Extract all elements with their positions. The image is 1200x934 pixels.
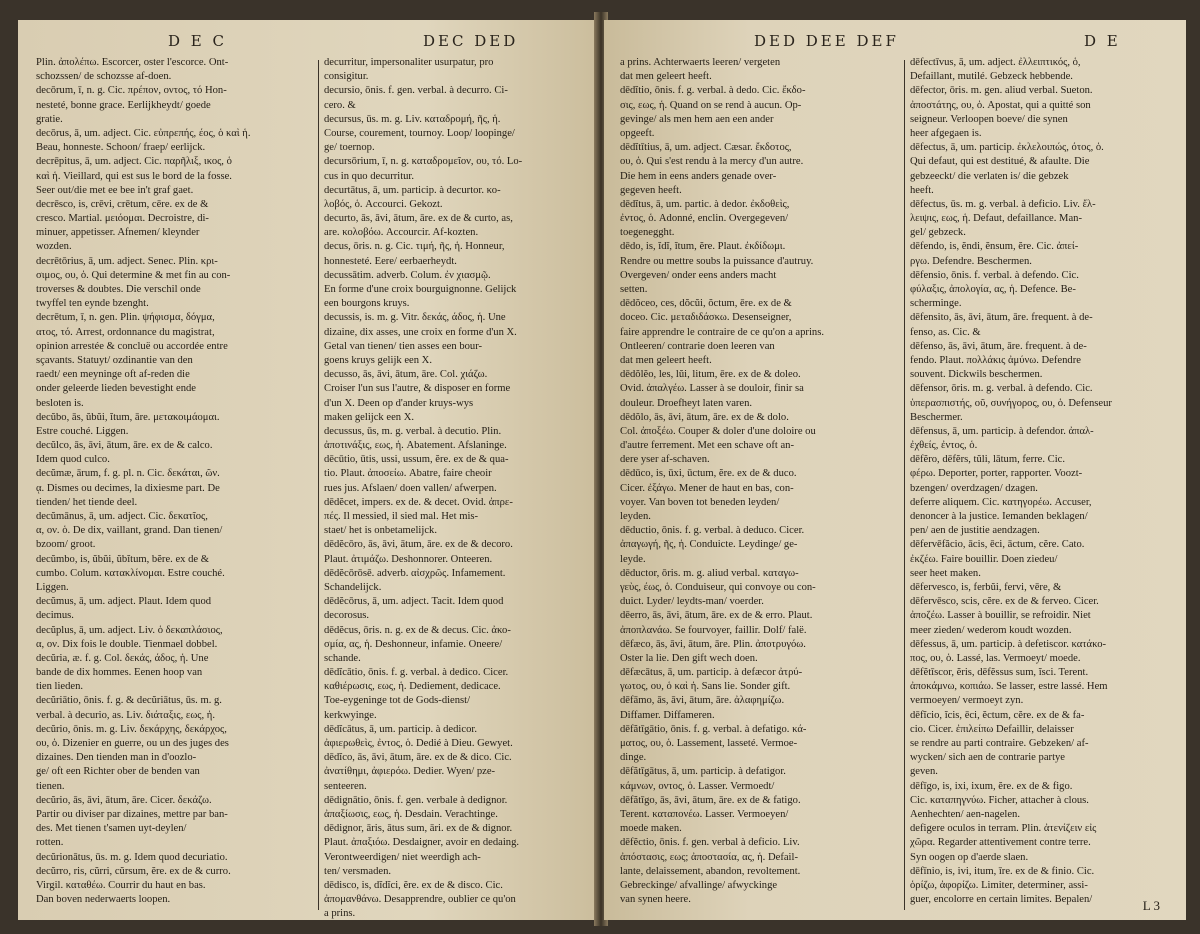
dictionary-line: decŭplus, ā, um. adject. Liv. ὁ δεκαπλάσιος, — [36, 624, 223, 636]
dictionary-line: Overgeven/ onder eens anders macht — [620, 269, 777, 281]
dictionary-line: Ovid. ἀπαλγέω. Lasser à se douloir, finir sa — [620, 383, 804, 395]
dictionary-line: decrētōrius, ā, um. adject. Senec. Plin. κρι- — [36, 255, 218, 267]
dictionary-line: dēfătīgo, ās, āvi, ātum, āre. ex de & fatigo. — [620, 794, 801, 806]
dictionary-line: ργω. Defendre. Beschermen. — [910, 255, 1032, 267]
dictionary-line: Diffamer. Diffameren. — [620, 709, 715, 721]
dictionary-line: dēfensor, ōris. m. g. verbal. à defendo. Cic. — [910, 383, 1093, 395]
dictionary-line: Croiser l'un sus l'autre, & disposer en forme — [324, 383, 511, 395]
dictionary-line: decursōrium, ī, n. g. καταδρομεῖον, ου, τό. Lo- — [324, 156, 523, 168]
dictionary-line: a prins. Achterwaerts leeren/ vergeten — [620, 57, 781, 68]
dictionary-line: dēdisco, is, dĭdĭci, ĕre. ex de & disco. Cic. — [324, 879, 503, 891]
dictionary-line: wycken/ sich aen de contrarie partye — [910, 752, 1066, 764]
dictionary-line: tienden/ het tiende deel. — [36, 496, 138, 508]
dictionary-line: decŭmbo, is, ŭbŭi, ŭbĭtum, bĕre. ex de & — [36, 553, 209, 565]
dictionary-line: geven. — [910, 766, 938, 778]
dictionary-line: dēdŏlĕo, les, lŭi, litum, ēre. ex de & doleo. — [620, 369, 801, 381]
dictionary-line: ἐχθείς, ἐντος, ὁ. — [910, 440, 978, 452]
dictionary-line: ἀποκάμνω, κοπιάω. Se lasser, estre lassé. Hem — [910, 681, 1108, 693]
dictionary-line: tio. Plaut. ἀποσείω. Abatre, faire cheoir — [324, 468, 492, 480]
dictionary-line: decŭrio, ās, āvi, ātum, āre. Cicer. δεκάζω. — [36, 794, 212, 806]
dictionary-line: λοβός, ὁ. Accourci. Gekozt. — [324, 198, 443, 210]
dictionary-line: ἀφιερωθεὶς, ἐντος, ὁ. Dedié à Dieu. Gewyet. — [324, 738, 513, 749]
dictionary-line: decōrum, ī, n. g. Cic. πρέπον, οντος, τό Hon- — [36, 85, 227, 97]
dictionary-line: besloten is. — [36, 397, 84, 409]
dictionary-line: ἀποτινάξις, εως, ἡ. Abatement. Afslaninge. — [324, 440, 507, 452]
dictionary-line: Oster la lie. Den gift wech doen. — [620, 652, 758, 664]
dictionary-line: dēdĭco, ās, āvi, ātum, āre. ex de & dico. Cic. — [324, 752, 512, 764]
left-page — [18, 20, 600, 920]
dictionary-line: Virgil. καταθέω. Courrir du haut en bas. — [36, 879, 206, 891]
dictionary-line: Beschermer. — [910, 411, 963, 423]
dictionary-line: dēfessus, ā, um. particip. à defetiscor. κατάκο- — [910, 638, 1107, 650]
dictionary-line: dēfīgo, is, ixi, ixum, ĕre. ex de & figo. — [910, 780, 1073, 792]
dictionary-line: heer afgegaen is. — [910, 127, 982, 139]
dictionary-line: ματος, ου, ὁ. Lassement, lasseté. Vermoe- — [620, 738, 798, 749]
dictionary-line: minuer, appetisser. Afnemen/ kleynder — [36, 227, 200, 239]
dictionary-line: cio. Cicer. ἐπιλείπω Defaillir, delaisser — [910, 723, 1074, 735]
dictionary-line: ἐντος, ὁ. Adonné, enclin. Overgegeven/ — [620, 213, 789, 225]
dictionary-line: ἀπαξίωσις, εως, ἡ. Desdain. Verachtinge. — [324, 808, 498, 820]
right-page-header-left: DED DEE DEF — [754, 32, 899, 50]
right-page-column-2 — [910, 56, 1174, 907]
dictionary-line: dēdĕcōrōsē. adverb. αἰσχρῶς. Infamement. — [324, 567, 506, 579]
dictionary-line: des. Met tienen t'samen uyt-deylen/ — [36, 823, 187, 835]
dictionary-line: En forme d'une croix bourguignonne. Gelijck — [324, 284, 517, 295]
dictionary-line: Cicer. ἐξάγω. Mener de haut en bas, con- — [620, 482, 794, 494]
dictionary-line: honnesteté. Eere/ eerbaerheydt. — [324, 255, 457, 267]
dictionary-line: dēfāmo, ās, āvi, ātum, āre. ἀλαφημίζω. — [620, 695, 785, 707]
dictionary-line: schozssen/ de schozsse af-doen. — [36, 71, 172, 83]
dictionary-line: decrētum, ī, n. gen. Plin. ψήφισμα, δόγμα, — [36, 312, 215, 324]
dictionary-line: ου, ὁ. Qui s'est rendu à la mercy d'un autre. — [620, 156, 804, 168]
right-page — [604, 20, 1186, 920]
dictionary-line: λειψις, εως, ἡ. Defaut, defaillance. Man- — [910, 213, 1082, 225]
left-page-header-right: DEC DED — [423, 32, 519, 50]
dictionary-line: dēdignor, āris, ātus sum, āri. ex de & dignor. — [324, 823, 513, 835]
dictionary-line: dēfensito, ās, āvi, ātum, āre. frequent. à de- — [910, 312, 1093, 324]
dictionary-line: dēfendo, is, ĕndi, ĕnsum, ĕre. Cic. ἀπεί- — [910, 241, 1079, 253]
dictionary-line: σις, εως, ἡ. Quand on se rend à aucun. Op- — [620, 99, 802, 111]
dictionary-line: dat men geleert heeft. — [620, 354, 712, 366]
dictionary-line: a prins. — [324, 908, 356, 920]
dictionary-line: bande de dix hommes. Eenen hoop van — [36, 667, 203, 679]
dictionary-line: troverses & doubtes. Die verschil onde — [36, 284, 201, 295]
dictionary-line: decusso, ās, āvi, ātum, āre. Col. χιάζω. — [324, 369, 488, 381]
dictionary-line: se rendre au parti contraire. Gebzeken/ af- — [910, 738, 1089, 749]
dictionary-line: bzoom/ groot. — [36, 539, 96, 551]
dictionary-line: dēfervēfăcio, ācis, ēci, āctum, cĕre. Cato. — [910, 539, 1085, 551]
dictionary-line: van synen heere. — [620, 894, 691, 906]
column-divider — [904, 60, 905, 910]
dictionary-line: Dan boven nederwaerts loopen. — [36, 894, 171, 906]
right-page-column-1 — [620, 56, 898, 907]
dictionary-line: denoncer à la justice. Iemanden beklagen/ — [910, 511, 1088, 522]
dictionary-line: decŭlco, ās, āvi, ātum, āre. ex de & calco. — [36, 440, 213, 452]
dictionary-line: consigitur. — [324, 71, 369, 83]
dictionary-line: opgeeft. — [620, 127, 655, 139]
dictionary-line: wozden. — [36, 241, 72, 253]
dictionary-line: decŭrionātus, ūs. m. g. Idem quod decuriatio. — [36, 851, 228, 863]
dictionary-line: bzengen/ overdzagen/ dzagen. — [910, 482, 1038, 494]
dictionary-line: decussātim. adverb. Colum. ἐν χιασμῷ. — [324, 269, 491, 281]
left-page-column-1 — [36, 56, 312, 907]
dictionary-line: gratie. — [36, 113, 63, 125]
dictionary-line: Ontleeren/ contrarie doen leeren van — [620, 340, 775, 352]
dictionary-line: ἐκζέω. Faire bouillir. Doen ziedeu/ — [910, 553, 1058, 565]
dictionary-line: vermoeyen/ vermoeyt zyn. — [910, 695, 1024, 707]
dictionary-line: dat men geleert heeft. — [620, 71, 712, 83]
dictionary-line: Estre couché. Liggen. — [36, 425, 129, 437]
dictionary-line: dēfătīgātus, ā, um. particip. à defatigor. — [620, 766, 786, 778]
dictionary-line: dēfector, ōris. m. gen. aliud verbal. Sueton. — [910, 85, 1093, 97]
dictionary-line: ᾳ. Dismes ou decimes, la dixiesme part. De — [36, 482, 220, 494]
dictionary-line: douleur. Droefheyt laten varen. — [620, 397, 753, 409]
dictionary-line: dēfensio, ōnis. f. verbal. à defendo. Cic. — [910, 269, 1079, 281]
dictionary-line: decŭrro, ris, cŭrri, cŭrsum, ĕre. ex de & curro. — [36, 865, 231, 877]
dictionary-line: Cic. καταπηγνύω. Ficher, attacher à clous. — [910, 794, 1089, 806]
dictionary-line: Course, courement, tournoy. Loop/ loopinge/ — [324, 127, 515, 139]
dictionary-line: decimus. — [36, 610, 74, 622]
dictionary-line: decōrus, ā, um. adject. Cic. εὐπρεπής, έος, ὁ καὶ ἡ. — [36, 127, 251, 139]
dictionary-line: ἀπαγωγή, ῆς, ἡ. Conduicte. Leydinge/ ge- — [620, 539, 798, 551]
dictionary-line: dēfervesco, is, ferbŭi, fervi, vēre, & — [910, 581, 1062, 593]
dictionary-line: Plin. ἀπολέπω. Escorcer, oster l'escorce. Ont- — [36, 57, 229, 68]
page-signature: L 3 — [1142, 898, 1160, 913]
dictionary-line: Verontweerdigen/ niet weerdigh ach- — [324, 851, 481, 863]
dictionary-line: ου, ὁ. Dizenier en guerre, ou un des juges des — [36, 738, 229, 749]
dictionary-line: dēdĭcātio, ōnis. f. g. verbal. à dedico. Cicer. — [324, 667, 509, 679]
dictionary-line: staet/ het is onbetamelijck. — [324, 525, 437, 537]
dictionary-line: dēfătīgātio, ōnis. f. g. verbal. à defatigo. κά- — [620, 723, 807, 735]
dictionary-line: gegeven heeft. — [620, 184, 682, 196]
dictionary-line: dēdĭcātus, ā, um. particip. à dedicor. — [324, 723, 477, 735]
dictionary-line: are. κολοβόω. Accourcir. Af-kozten. — [324, 227, 479, 239]
dictionary-line: seigneur. Verloopen boeve/ die synen — [910, 113, 1068, 125]
dictionary-line: α, ον. ὁ. De dix, vaillant, grand. Dan tienen/ — [36, 525, 223, 537]
dictionary-line: Beau, honneste. Schoon/ fraep/ eerlijck. — [36, 142, 206, 154]
dictionary-line: dēdĕcus, ōris. n. g. ex de & decus. Cic. ἀκο- — [324, 624, 511, 636]
dictionary-line: φέρω. Deporter, porter, rapporter. Voozt- — [910, 468, 1083, 480]
dictionary-line: doceo. Cic. μεταδιδάσκω. Desenseigner, — [620, 312, 792, 324]
left-page-header-left: D E C — [168, 32, 227, 50]
dictionary-line: decrēpitus, ā, um. adject. Cic. παρῆλιξ, ικος, ὁ — [36, 156, 232, 168]
dictionary-line: dēfectus, ūs. m. g. verbal. à deficio. Liv. ἔλ- — [910, 198, 1096, 210]
dictionary-line: dere yser af-schaven. — [620, 454, 710, 466]
dictionary-line: Terent. καταπονέω. Lasser. Vermoeyen/ — [620, 808, 789, 820]
dictionary-line: Partir ou diviser par dizaines, mettre par ban- — [36, 808, 228, 820]
dictionary-line: decŭria, æ. f. g. Col. δεκάς, άδος, ἡ. Une — [36, 652, 209, 664]
dictionary-line: decorosus. — [324, 610, 370, 622]
dictionary-line: sçavants. Statuyt/ ozdinantie van den — [36, 354, 193, 366]
dictionary-line: καθιέρωσις, εως, ἡ. Dediement, dedicace. — [324, 681, 501, 693]
dictionary-line: dēcūtio, ūtis, ussi, ussum, ĕre. ex de & qua- — [324, 454, 509, 466]
dictionary-line: ἀποζέω. Lasser à bouillir, se refroidir. Niet — [910, 610, 1091, 622]
dictionary-line: σμία, ας, ἡ. Deshonneur, infamie. Oneere/ — [324, 638, 503, 650]
dictionary-line: voyer. Van boven tot beneden leyden/ — [620, 496, 780, 508]
dictionary-line: Syn oogen op d'aerde slaen. — [910, 851, 1029, 863]
dictionary-line: dēdĭtītius, ā, um. adject. Cæsar. ἔκδοτος, — [620, 142, 792, 154]
dictionary-line: decussis, is. m. g. Vitr. δεκάς, άδος, ἡ. Une — [324, 312, 506, 324]
dictionary-line: dēfervēsco, scis, cĕre. ex de & ferveo. Cicer. — [910, 596, 1099, 608]
dictionary-line: decurritur, impersonaliter usurpatur, pro — [324, 57, 494, 68]
dictionary-line: leyde. — [620, 553, 646, 565]
dictionary-line: rues jus. Afslaen/ doen vallen/ afwerpen. — [324, 482, 497, 494]
dictionary-line: decursio, ōnis. f. gen. verbal. à decurro. Ci- — [324, 85, 508, 97]
dictionary-line: πος, ου, ὁ. Lassé, las. Vermoeyt/ moede. — [910, 652, 1081, 664]
dictionary-line: decrēsco, is, crēvi, crētum, cēre. ex de & — [36, 198, 209, 210]
dictionary-line: fenso, as. Cic. & — [910, 326, 981, 338]
dictionary-line: scherminge. — [910, 298, 962, 310]
dictionary-line: dēerro, ās, āvi, ātum, āre. ex de & erro. Plaut. — [620, 610, 813, 622]
dictionary-line: γωτος, ου, ὁ καὶ ἡ. Sans lie. Sonder gift. — [620, 681, 791, 693]
dictionary-line: toegenegght. — [620, 227, 675, 239]
dictionary-line: souvent. Dickwils beschermen. — [910, 369, 1043, 381]
dictionary-line: ὁρίζω, ἀφορίζω. Limiter, determiner, assi- — [910, 879, 1088, 891]
dictionary-line: dizaine, dix asses, une croix en forme d'un X. — [324, 326, 517, 338]
dictionary-line: πές. Il messied, il sied mal. Het mis- — [324, 511, 479, 522]
dictionary-line: een bourgons kruys. — [324, 298, 410, 310]
dictionary-line: decŭriātio, ōnis. f. g. & decŭriātus, ūs. m. g. — [36, 695, 222, 707]
dictionary-line: kerkwyinge. — [324, 709, 377, 721]
dictionary-line: κάμνων, οντος, ὁ. Lasser. Vermoedt/ — [620, 780, 775, 792]
dictionary-line: dēfectus, ā, um. particip. ἐκλελοιπώς, ότος, ὁ. — [910, 142, 1104, 154]
dictionary-line: Schandelijck. — [324, 581, 382, 593]
dictionary-line: duict. Lyder/ leydts-man/ voerder. — [620, 596, 764, 608]
dictionary-line: decŭmus, ā, um. adject. Plaut. Idem quod — [36, 596, 212, 608]
dictionary-line: dēdĭtus, ā, um. partic. à dedor. ἐκδοθεὶς, — [620, 198, 790, 210]
dictionary-line: ἀποπλανάω. Se fourvoyer, faillir. Dolf/ falë. — [620, 624, 807, 636]
dictionary-line: Col. ἀποξέω. Couper & doler d'une doloire ou — [620, 425, 816, 437]
dictionary-line: senteeren. — [324, 780, 367, 792]
dictionary-line: fendo. Plaut. πολλάκις ἀμύνω. Defendre — [910, 354, 1081, 366]
dictionary-line: cumbo. Colum. κατακλίνομαι. Estre couché. — [36, 567, 225, 579]
dictionary-line: ἀποστάτης, ου, ὁ. Apostat, qui a quitté son — [910, 99, 1091, 111]
dictionary-line: decŭmæ, ārum, f. g. pl. n. Cic. δεκάται, ῶν. — [36, 468, 220, 480]
dictionary-line: decŭrio, ōnis. m. g. Liv. δεκάρχης, δεκάρχος, — [36, 723, 227, 735]
dictionary-line: dēdignātio, ōnis. f. gen. verbale à dedignor. — [324, 794, 508, 806]
dictionary-line: cus in quo decurritur. — [324, 170, 415, 182]
dictionary-line: σιμος, ου, ὁ. Qui determine & met fin au con- — [36, 269, 231, 281]
dictionary-line: decŭbo, ās, ŭbŭi, ĭtum, āre. μετακοιμάομαι. — [36, 411, 220, 423]
dictionary-line: raedt/ een meyninge oft af-reden die — [36, 369, 190, 381]
dictionary-line: Toe-eygeninge tot de Gods-dienst/ — [324, 695, 471, 707]
dictionary-line: gevinge/ als men hem aen een ander — [620, 113, 774, 125]
dictionary-line: dinge. — [620, 752, 647, 764]
dictionary-line: Plaut. ἀτιμάζω. Deshonnorer. Onteeren. — [324, 553, 493, 565]
dictionary-line: ἀπομανθάνω. Desapprendre, oublier ce qu'on — [324, 894, 516, 906]
dictionary-line: dēfĕctio, ōnis. f. gen. verbal à deficio. Liv. — [620, 837, 800, 849]
dictionary-line: deferre aliquem. Cic. κατηγορέω. Accuser, — [910, 496, 1092, 508]
dictionary-line: dēductio, ōnis. f. g. verbal. à deduco. Cicer. — [620, 525, 805, 537]
dictionary-line: dēfæcātus, ā, um. particip. à defæcor ἀτρύ- — [620, 667, 803, 679]
dictionary-line: dizaines. Den tienden man in d'oozlo- — [36, 752, 197, 764]
dictionary-line: dēdŏceo, ces, dŏcŭi, ŏctum, ēre. ex de & — [620, 298, 792, 310]
dictionary-line: decurto, ās, āvi, ātum, āre. ex de & curto, as, — [324, 213, 513, 225]
dictionary-line: cero. & — [324, 99, 356, 111]
dictionary-line: decussus, ūs, m. g. verbal. à decutio. Plin. — [324, 425, 502, 437]
dictionary-line: ατος, τό. Arrest, ordonnance du magistrat, — [36, 326, 215, 338]
dictionary-line: καὶ ἡ. Vieillard, qui est sus le bord de la fosse. — [36, 170, 232, 182]
dictionary-line: decŭmānus, ā, um. adject. Cic. δεκατῖος, — [36, 511, 208, 522]
dictionary-line: ἀπόστασις, εως; ἀποστασία, ας, ἡ. Defail- — [620, 851, 798, 863]
dictionary-line: dēfensus, ā, um. particip. à defendor. ἀπαλ- — [910, 425, 1094, 437]
dictionary-line: Plaut. ἀπαξιόω. Desdaigner, avoir en dedaing. — [324, 837, 520, 849]
dictionary-line: dēdĕcōrus, ā, um. adject. Tacit. Idem quod — [324, 596, 504, 608]
dictionary-line: ge/ toernop. — [324, 142, 375, 154]
dictionary-line: faire apprendre le contraire de ce qu'on a aprins. — [620, 326, 824, 338]
dictionary-line: Gebreckinge/ afvallinge/ afwyckinge — [620, 879, 778, 891]
dictionary-line: dēfĭcio, ĭcis, ēci, ĕctum, cĕre. ex de & fa- — [910, 709, 1085, 721]
dictionary-line: Seer out/die met ee bee in't graf gaet. — [36, 184, 194, 196]
dictionary-line: gebzeeckt/ die verlaten is/ die gebzek — [910, 170, 1069, 182]
dictionary-line: dēfæco, ās, āvi, ātum, āre. Plin. ἀποτρυγόω. — [620, 638, 806, 650]
dictionary-line: opinion arrestée & concluë ou accordée entre — [36, 340, 228, 352]
dictionary-line: twyffel ten eynde bzenght. — [36, 298, 149, 310]
dictionary-line: ἀνατίθημι, ἀφιερόω. Dedier. Wyen/ pze- — [324, 766, 496, 778]
dictionary-line: dēdūco, is, ūxi, ūctum, ĕre. ex de & duco. — [620, 468, 797, 480]
dictionary-line: meer zieden/ wederom koudt wozden. — [910, 624, 1072, 636]
dictionary-line: decurtātus, ā, um. particip. à decurtor. κο- — [324, 184, 501, 196]
dictionary-line: χῶρα. Regarder attentivement contre terre. — [910, 837, 1091, 849]
dictionary-line: ten/ versmaden. — [324, 865, 392, 877]
dictionary-line: gel/ gebzeck. — [910, 227, 966, 239]
dictionary-line: rotten. — [36, 837, 64, 849]
dictionary-line: tien lieden. — [36, 681, 84, 693]
dictionary-line: d'un X. Deen op d'ander kruys-wys — [324, 397, 474, 409]
dictionary-line: dēdŏlo, ās, āvi, ātum, āre. ex de & dolo. — [620, 411, 789, 423]
dictionary-line: Qui defaut, qui est destitué, & afaulte. Die — [910, 156, 1090, 168]
dictionary-line: moede maken. — [620, 823, 682, 835]
dictionary-line: Idem quod culco. — [36, 454, 110, 466]
dictionary-line: dēfĕro, dēfĕrs, tŭli, lātum, ferre. Cic. — [910, 454, 1066, 466]
dictionary-line: Aenhechten/ aen-nagelen. — [910, 808, 1020, 820]
dictionary-line: nesteté, bonne grace. Eerlijkheydt/ goede — [36, 99, 211, 111]
dictionary-line: leyden. — [620, 511, 651, 522]
dictionary-line: decursus, ūs. m. g. Liv. καταδρομή, ῆς, ἡ. — [324, 113, 501, 125]
dictionary-line: dēdo, is, ĭdĭ, ĭtum, ĕre. Plaut. ἐκδίδωμι. — [620, 241, 786, 253]
dictionary-line: goens kruys gelijk een X. — [324, 354, 432, 366]
dictionary-line: φύλαξις, ἀπολογία, ας, ἡ. Defence. Be- — [910, 284, 1076, 295]
dictionary-line: dēdĭtio, ōnis. f. g. verbal. à dedo. Cic. ἔκδο- — [620, 85, 806, 97]
dictionary-line: maken gelijck een X. — [324, 411, 415, 423]
dictionary-line: dēfīnio, is, ivi, itum, īre. ex de & finio. Cic. — [910, 865, 1095, 877]
dictionary-line: d'autre ferrement. Met een schave oft an- — [620, 440, 794, 452]
dictionary-line: dēductor, ōris. m. g. aliud verbal. καταγω- — [620, 567, 799, 579]
dictionary-line: dēfenso, ās, āvi, ātum, āre. frequent. à de- — [910, 340, 1087, 352]
dictionary-line: cresco. Martial. μειόομαι. Decroistre, di- — [36, 213, 209, 225]
left-page-column-2 — [324, 56, 586, 920]
dictionary-line: defigere oculos in terram. Plin. ἀτενίζειν εἰς — [910, 823, 1097, 835]
dictionary-line: pen/ aen de justitie aendzagen. — [910, 525, 1040, 537]
dictionary-line: onder geleerde lieden bevestight ende — [36, 383, 197, 395]
dictionary-line: Rendre ou mettre soubs la puissance d'autruy. — [620, 255, 814, 267]
dictionary-line: lante, delaissement, abandon, revoltement. — [620, 865, 801, 877]
dictionary-line: seer heet maken. — [910, 567, 981, 579]
column-divider — [318, 60, 319, 910]
right-page-header-right: D E — [1084, 32, 1121, 50]
dictionary-line: verbal. à decurio, as. Liv. διάταξις, εως, ἡ. — [36, 709, 215, 721]
dictionary-line: heeft. — [910, 184, 934, 196]
dictionary-line: decus, ōris. n. g. Cic. τιμή, ῆς, ἡ. Honneur, — [324, 241, 505, 253]
dictionary-line: dēdĕcet, impers. ex de. & decet. Ovid. ἀπρε- — [324, 496, 513, 508]
dictionary-line: setten. — [620, 284, 648, 295]
dictionary-line: α, ον. Dix fois le double. Tienmael dobbel. — [36, 638, 218, 650]
dictionary-line: tienen. — [36, 780, 65, 792]
dictionary-line: dēdĕcōro, ās, āvi, ātum, āre. ex de & decoro. — [324, 539, 513, 551]
dictionary-line: dēfectīvus, ā, um. adject. ἐλλειπτικός, ὁ, — [910, 57, 1081, 68]
dictionary-line: Die hem in eens anders genade over- — [620, 170, 777, 182]
dictionary-line: Getal van tienen/ tien asses een bour- — [324, 340, 483, 352]
dictionary-line: γεὺς, έως, ὁ. Conduiseur, qui convoye ou con- — [620, 581, 816, 593]
dictionary-line: schande. — [324, 652, 361, 664]
dictionary-line: Liggen. — [36, 581, 69, 593]
dictionary-line: ὑπερασπιστής, οῦ, συνήγορος, ου, ὁ. Defenseur — [910, 397, 1112, 409]
dictionary-line: dēfĕtīscor, ĕris, dēfĕssus sum, ĭsci. Terent. — [910, 667, 1089, 679]
dictionary-line: guer, encolorre en certain limites. Bepalen/ — [910, 894, 1093, 906]
dictionary-line: ge/ oft een Richter ober de benden van — [36, 766, 200, 778]
dictionary-line: Defaillant, mutilé. Gebzeck hebbende. — [910, 71, 1073, 83]
